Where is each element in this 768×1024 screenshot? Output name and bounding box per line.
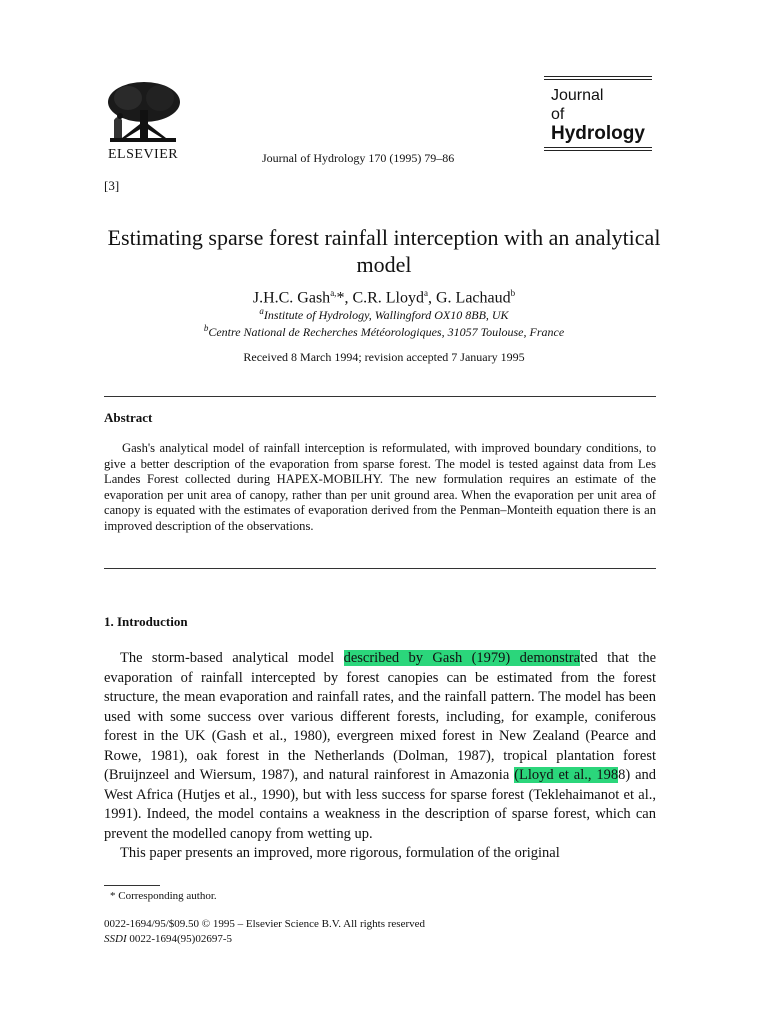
masthead-rule-top-2 <box>544 79 652 80</box>
masthead-hydrology: Hydrology <box>551 123 645 144</box>
affiliation-a: $^a$Institute of Hydrology, Wallingford OX10 8BB, UK <box>259 306 509 322</box>
received-dates: Received 8 March 1994; revision accepted 7 January 1995 <box>243 350 525 364</box>
author-list: J.H.C. Gash$^{a,}$*, C.R. Lloyd$^a$, G. Lachaud$^b$ <box>252 288 516 307</box>
intro-paragraph-1 <box>104 649 656 844</box>
intro-text-segment: ted that the evaporation of rainfall intercepted by forest canopies can be estimated from the forest structure, the mean evaporation and rainfall rates, and the rainfall pattern. The model has been used with some success over various different forests, including, for example, coniferous forest in the UK (Gash et al., 1980), evergreen mixed forest in New Zealand (Pearce and Rowe, 1981), oak forest in the Netherlands (Dolman, 1987), tropical plantation forest (Bruijnzeel and Wiersum, 1987), and natural rainforest in Amazonia <box>104 650 657 783</box>
footnote-rule <box>104 885 160 886</box>
introduction-body <box>104 649 656 864</box>
masthead-rule-bottom-2 <box>544 150 652 151</box>
article-title: Estimating sparse forest rainfall interception with an analytical model <box>107 225 661 277</box>
section-heading-introduction: 1. Introduction <box>104 614 188 629</box>
intro-text-segment: 8) and West Africa (Hutjes et al., 1990), but with less success for sparse forest (Teklehaimanot et al., 1991). Indeed, the model contains a weakness in the description of sparse forest, which can prevent the modelled canopy from wetting up. <box>104 767 657 842</box>
abstract-top-rule <box>104 396 656 397</box>
elsevier-tree-logo <box>100 80 186 148</box>
masthead-journal: Journal <box>551 87 604 104</box>
abstract-heading: Abstract <box>104 410 153 425</box>
publisher-name: ELSEVIER <box>108 147 179 162</box>
highlight-gash-1979[interactable]: described by Gash (1979) demonstra <box>343 650 581 666</box>
journal-citation: Journal of Hydrology 170 (1995) 79–86 <box>262 151 455 165</box>
affiliation-b: $^b$Centre National de Recherches Météorologiques, 31057 Toulouse, France <box>203 323 565 339</box>
corresponding-author-footnote: * Corresponding author. <box>110 890 217 902</box>
masthead-of: of <box>551 106 565 123</box>
abstract-text: Gash's analytical model of rainfall interception is reformulated, with improved boundary conditions, to give a better description of the evaporation from sparse forest. The model is tested against data from Les Landes Forest collected during HAPEX-MOBILHY. The new formulation requires an estimate of the evaporation per unit area of canopy, rather than per unit ground area. When the evaporation per unit area of canopy is equated with the estimates of evaporation derived from the Penman–Monteith equation there is an improved description of the observations. <box>104 441 656 533</box>
intro-paragraph-2: This paper presents an improved, more rigorous, formulation of the original <box>120 845 560 861</box>
highlight-lloyd-1988[interactable]: (Lloyd et al., 198 <box>514 767 619 783</box>
journal-masthead <box>544 76 652 153</box>
ssdi-line: SSDI 0022-1694(95)02697-5 <box>104 933 233 945</box>
reference-number: [3] <box>104 178 120 193</box>
intro-text-segment: The storm-based analytical model <box>120 650 344 666</box>
abstract-bottom-rule <box>104 568 656 569</box>
masthead-rule-bottom <box>544 147 652 148</box>
masthead-rule-top <box>544 76 652 77</box>
copyright-line: 0022-1694/95/$09.50 © 1995 – Elsevier Science B.V. All rights reserved <box>104 918 425 930</box>
